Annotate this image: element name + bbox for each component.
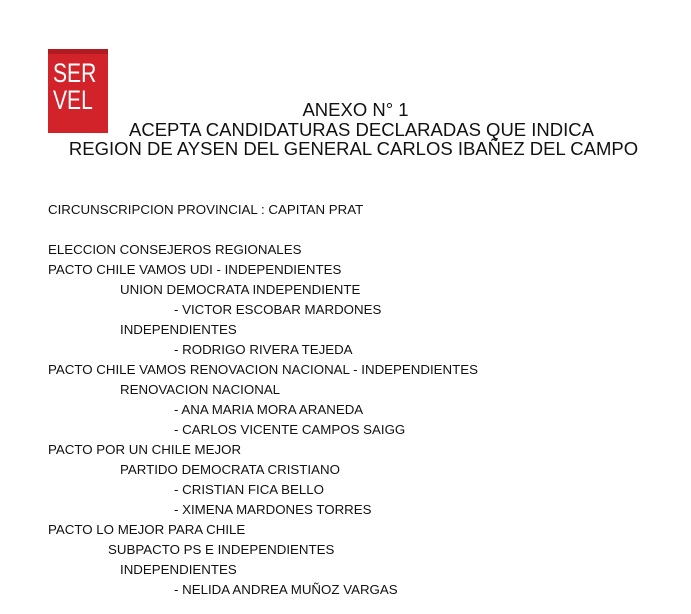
party-name: INDEPENDIENTES	[120, 562, 237, 577]
candidate-name: - RODRIGO RIVERA TEJEDA	[174, 342, 353, 357]
logo-text-bottom: VEL	[53, 85, 93, 115]
document-title: ANEXO N° 1	[302, 99, 409, 120]
candidate-name: - XIMENA MARDONES TORRES	[174, 502, 372, 517]
pacto-name: PACTO CHILE VAMOS RENOVACION NACIONAL - INDEPENDIENTES	[48, 362, 479, 377]
pacto-name: PACTO LO MEJOR PARA CHILE	[48, 522, 246, 537]
candidate-name: - ANA MARIA MORA ARANEDA	[174, 402, 364, 417]
candidate-name: - CRISTIAN FICA BELLO	[174, 482, 324, 497]
eleccion-line: ELECCION CONSEJEROS REGIONALES	[48, 242, 302, 257]
circunscripcion-line: CIRCUNSCRIPCION PROVINCIAL : CAPITAN PRAT	[48, 202, 364, 217]
party-name: RENOVACION NACIONAL	[120, 382, 281, 397]
logo-strip	[48, 49, 108, 54]
pacto-name: PACTO POR UN CHILE MEJOR	[48, 442, 242, 457]
pacto-name: PACTO CHILE VAMOS UDI - INDEPENDIENTES	[48, 262, 342, 277]
document-subtitle: ACEPTA CANDIDATURAS DECLARADAS QUE INDICA	[129, 119, 594, 140]
candidate-name: - VICTOR ESCOBAR MARDONES	[174, 302, 382, 317]
candidate-name: - NELIDA ANDREA MUÑOZ VARGAS	[174, 582, 398, 597]
candidate-name: - CARLOS VICENTE CAMPOS SAIGG	[174, 422, 406, 437]
party-name: PARTIDO DEMOCRATA CRISTIANO	[120, 462, 340, 477]
subpacto-name: SUBPACTO PS E INDEPENDIENTES	[108, 542, 335, 557]
party-name: INDEPENDIENTES	[120, 322, 237, 337]
document-region: REGION DE AYSEN DEL GENERAL CARLOS IBAÑEZ DEL CAMPO	[68, 138, 639, 159]
logo-text-top: SER	[53, 58, 97, 88]
party-name: UNION DEMOCRATA INDEPENDIENTE	[120, 282, 361, 297]
